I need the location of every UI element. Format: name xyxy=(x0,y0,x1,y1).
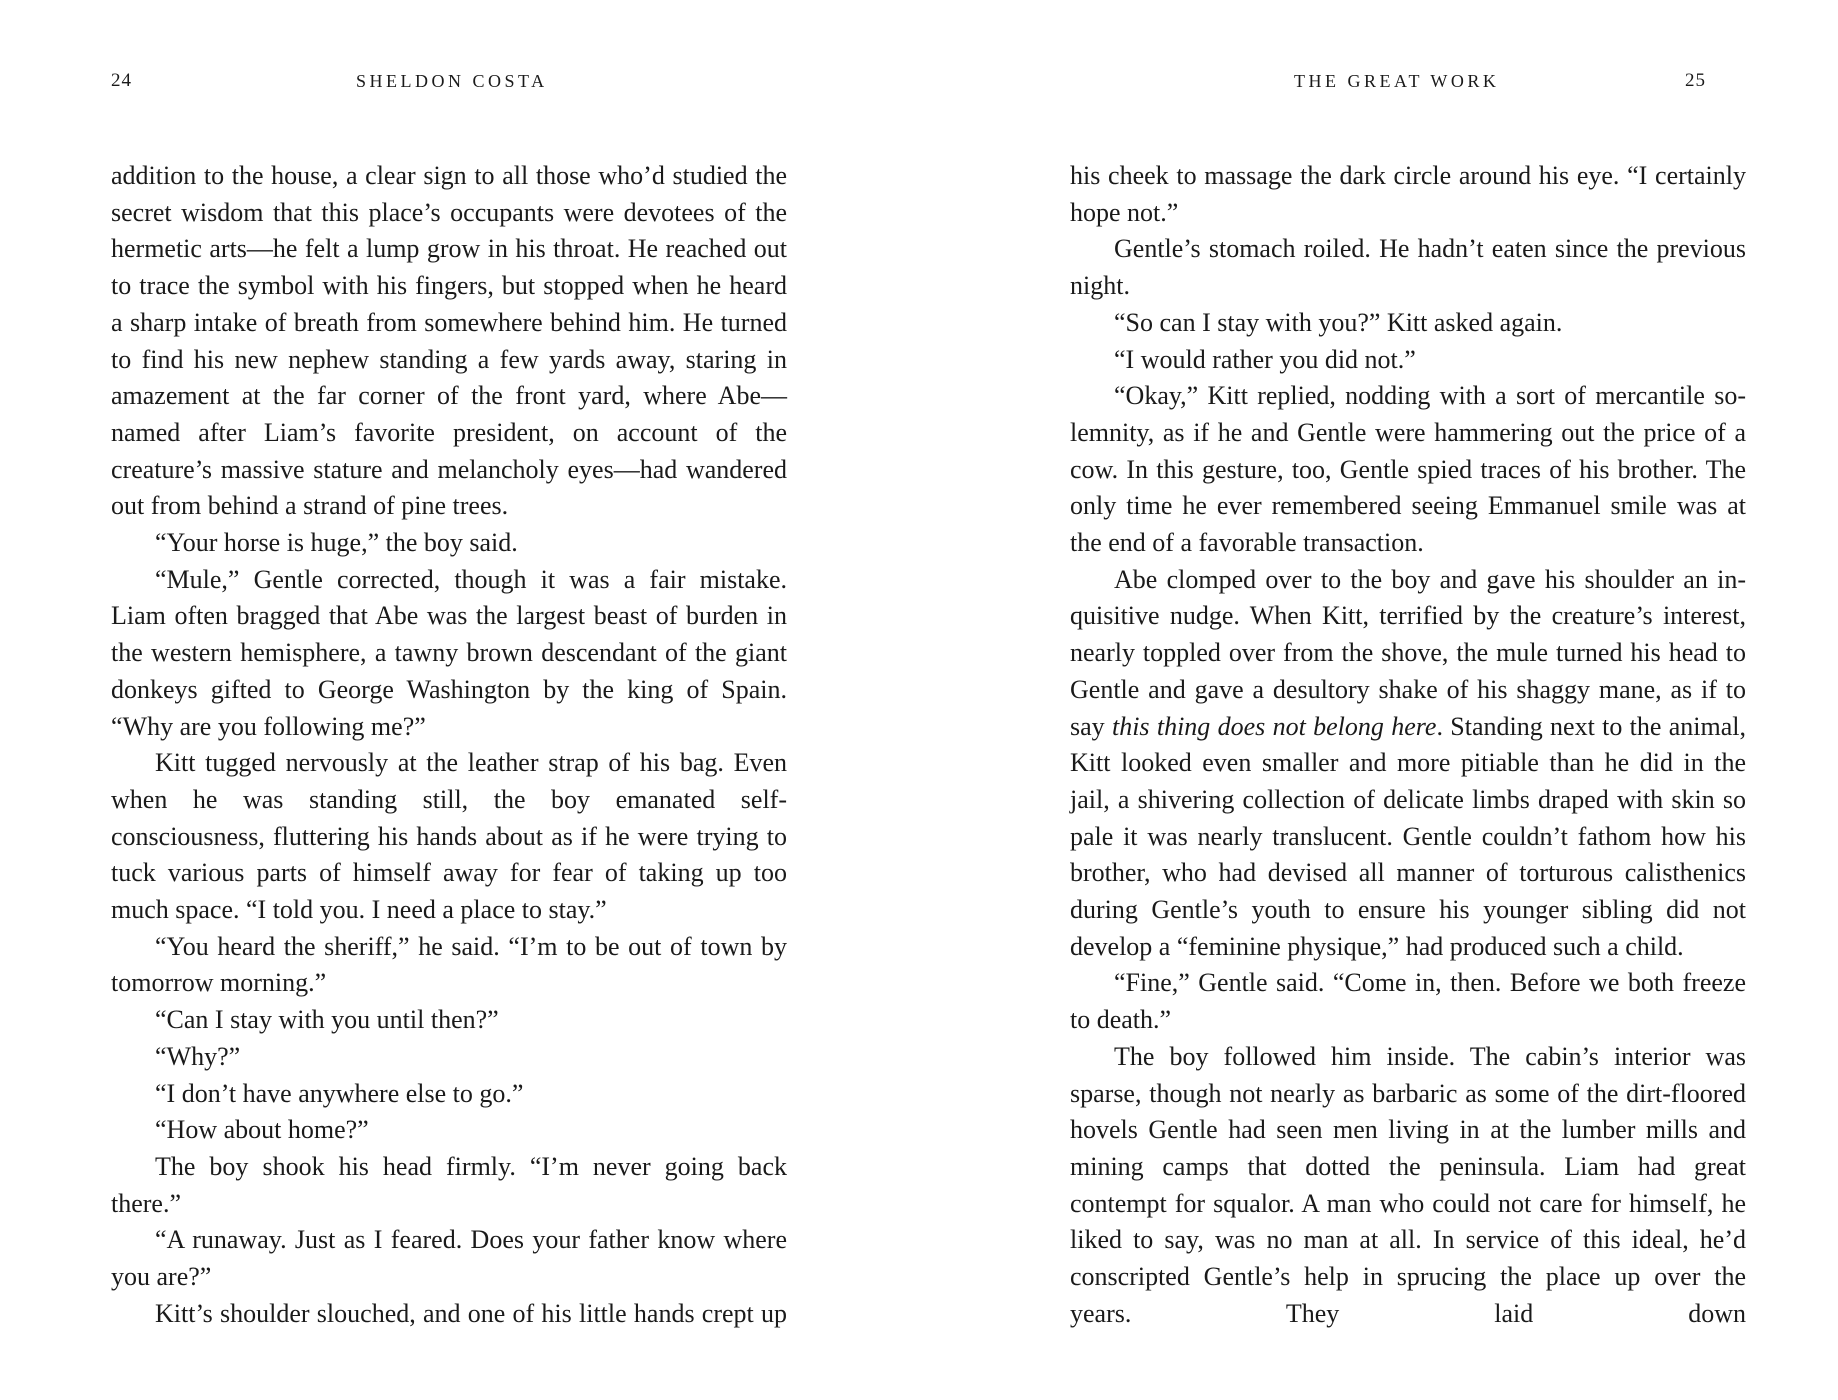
paragraph-text: . Standing next to the animal, Kitt looked even smaller and more pitiable than he did in the jail, a shivering collection of delicate limbs draped with skin so pale it was nearly translucent. Gentle couldn’t fathom how his brother, who had devised all manner of torturous calisthenics during Gentle’s youth to ensure his younger sibling did not develop a “feminine physique,” had produced such a child. xyxy=(1070,711,1746,961)
paragraph: “Why?” xyxy=(155,1041,241,1071)
right-running-head: THE GREAT WORK xyxy=(1294,71,1500,91)
right-page xyxy=(919,0,1838,1400)
paragraph: “How about home?” xyxy=(155,1115,369,1145)
paragraph: “Your horse is huge,” the boy said. xyxy=(155,528,518,558)
paragraph: Kitt’s shoulder slouched, and one of his little hands crept up xyxy=(155,1298,787,1328)
paragraph: The boy followed him inside. The cabin’s interior was sparse, though not nearly as barbaric as some of the dirt-floored hovels Gentle had seen men living in at the lumber mills and mining camps that dotted the peninsula. Liam had great contempt for squalor. A man who could not care for himself, he liked to say, was no man at all. In service of this ideal, he’d conscripted Gentle’s help in sprucing the place up over the years. They laid down xyxy=(1070,1041,1746,1328)
paragraph: Gentle’s stomach roiled. He hadn’t eaten since the previous night. xyxy=(1070,234,1746,301)
paragraph: “Fine,” Gentle said. “Come in, then. Before we both freeze to death.” xyxy=(1070,968,1746,1035)
paragraph: “A runaway. Just as I feared. Does your father know where you are?” xyxy=(111,1225,787,1292)
paragraph: addition to the house, a clear sign to all those who’d studied the secret wisdom that this place’s occupants were devotees of the hermetic arts—he felt a lump grow in his throat. He reached out to trace the symbol with his fingers, but stopped when he heard a sharp intake of breath from somewhere behind him. He turned to find his new nephew standing a few yards away, staring in amazement at the far corner of the front yard, where Abe—named after Liam’s favorite president, on account of the creature’s massive stature and melancholy eyes—had wandered out from behind a strand of pine trees. xyxy=(111,161,787,521)
paragraph: “Mule,” Gentle corrected, though it was a fair mistake. Liam often bragged that Abe was the largest beast of burden in the western hemisphere, a tawny brown descendant of the giant donkeys gifted to George Washington by the king of Spain. “Why are you following me?” xyxy=(111,564,787,741)
italic-phrase: this thing does not belong here xyxy=(1111,711,1437,741)
right-page-number: 25 xyxy=(1685,70,1706,91)
left-page-text xyxy=(111,158,787,1333)
paragraph: “Can I stay with you until then?” xyxy=(155,1005,499,1035)
paragraph: The boy shook his head firmly. “I’m never going back there.” xyxy=(111,1151,787,1218)
left-running-head: SHELDON COSTA xyxy=(356,71,548,91)
paragraph: his cheek to massage the dark circle around his eye. “I certainly hope not.” xyxy=(1070,161,1746,227)
paragraph xyxy=(1070,562,1746,966)
paragraph: “So can I stay with you?” Kitt asked again. xyxy=(1114,307,1563,337)
paragraph: “I would rather you did not.” xyxy=(1114,344,1416,374)
right-page-text xyxy=(1070,158,1746,1333)
paragraph-text: Abe clomped over to the boy and gave his shoulder an inquisitive nudge. When Kitt, terrified by the creature’s interest, nearly toppled over from the shove, the mule turned his head to Gentle and gave a desultory shake of his shaggy mane, as if to say xyxy=(1070,564,1746,741)
paragraph: “Okay,” Kitt replied, nodding with a sort of mercantile solemnity, as if he and Gentle were hammering out the price of a cow. In this gesture, too, Gentle spied traces of his brother. The only time he ever remembered seeing Emmanuel smile was at the end of a favorable transaction. xyxy=(1070,381,1746,558)
paragraph: “You heard the sheriff,” he said. “I’m to be out of town by tomorrow morning.” xyxy=(111,931,787,998)
paragraph: “I don’t have anywhere else to go.” xyxy=(155,1078,524,1108)
paragraph: Kitt tugged nervously at the leather strap of his bag. Even when he was standing still, the boy emanated self-consciousness, fluttering his hands about as if he were trying to tuck various parts of himself away for fear of taking up too much space. “I told you. I need a place to stay.” xyxy=(111,748,787,925)
left-page-number: 24 xyxy=(111,70,132,91)
